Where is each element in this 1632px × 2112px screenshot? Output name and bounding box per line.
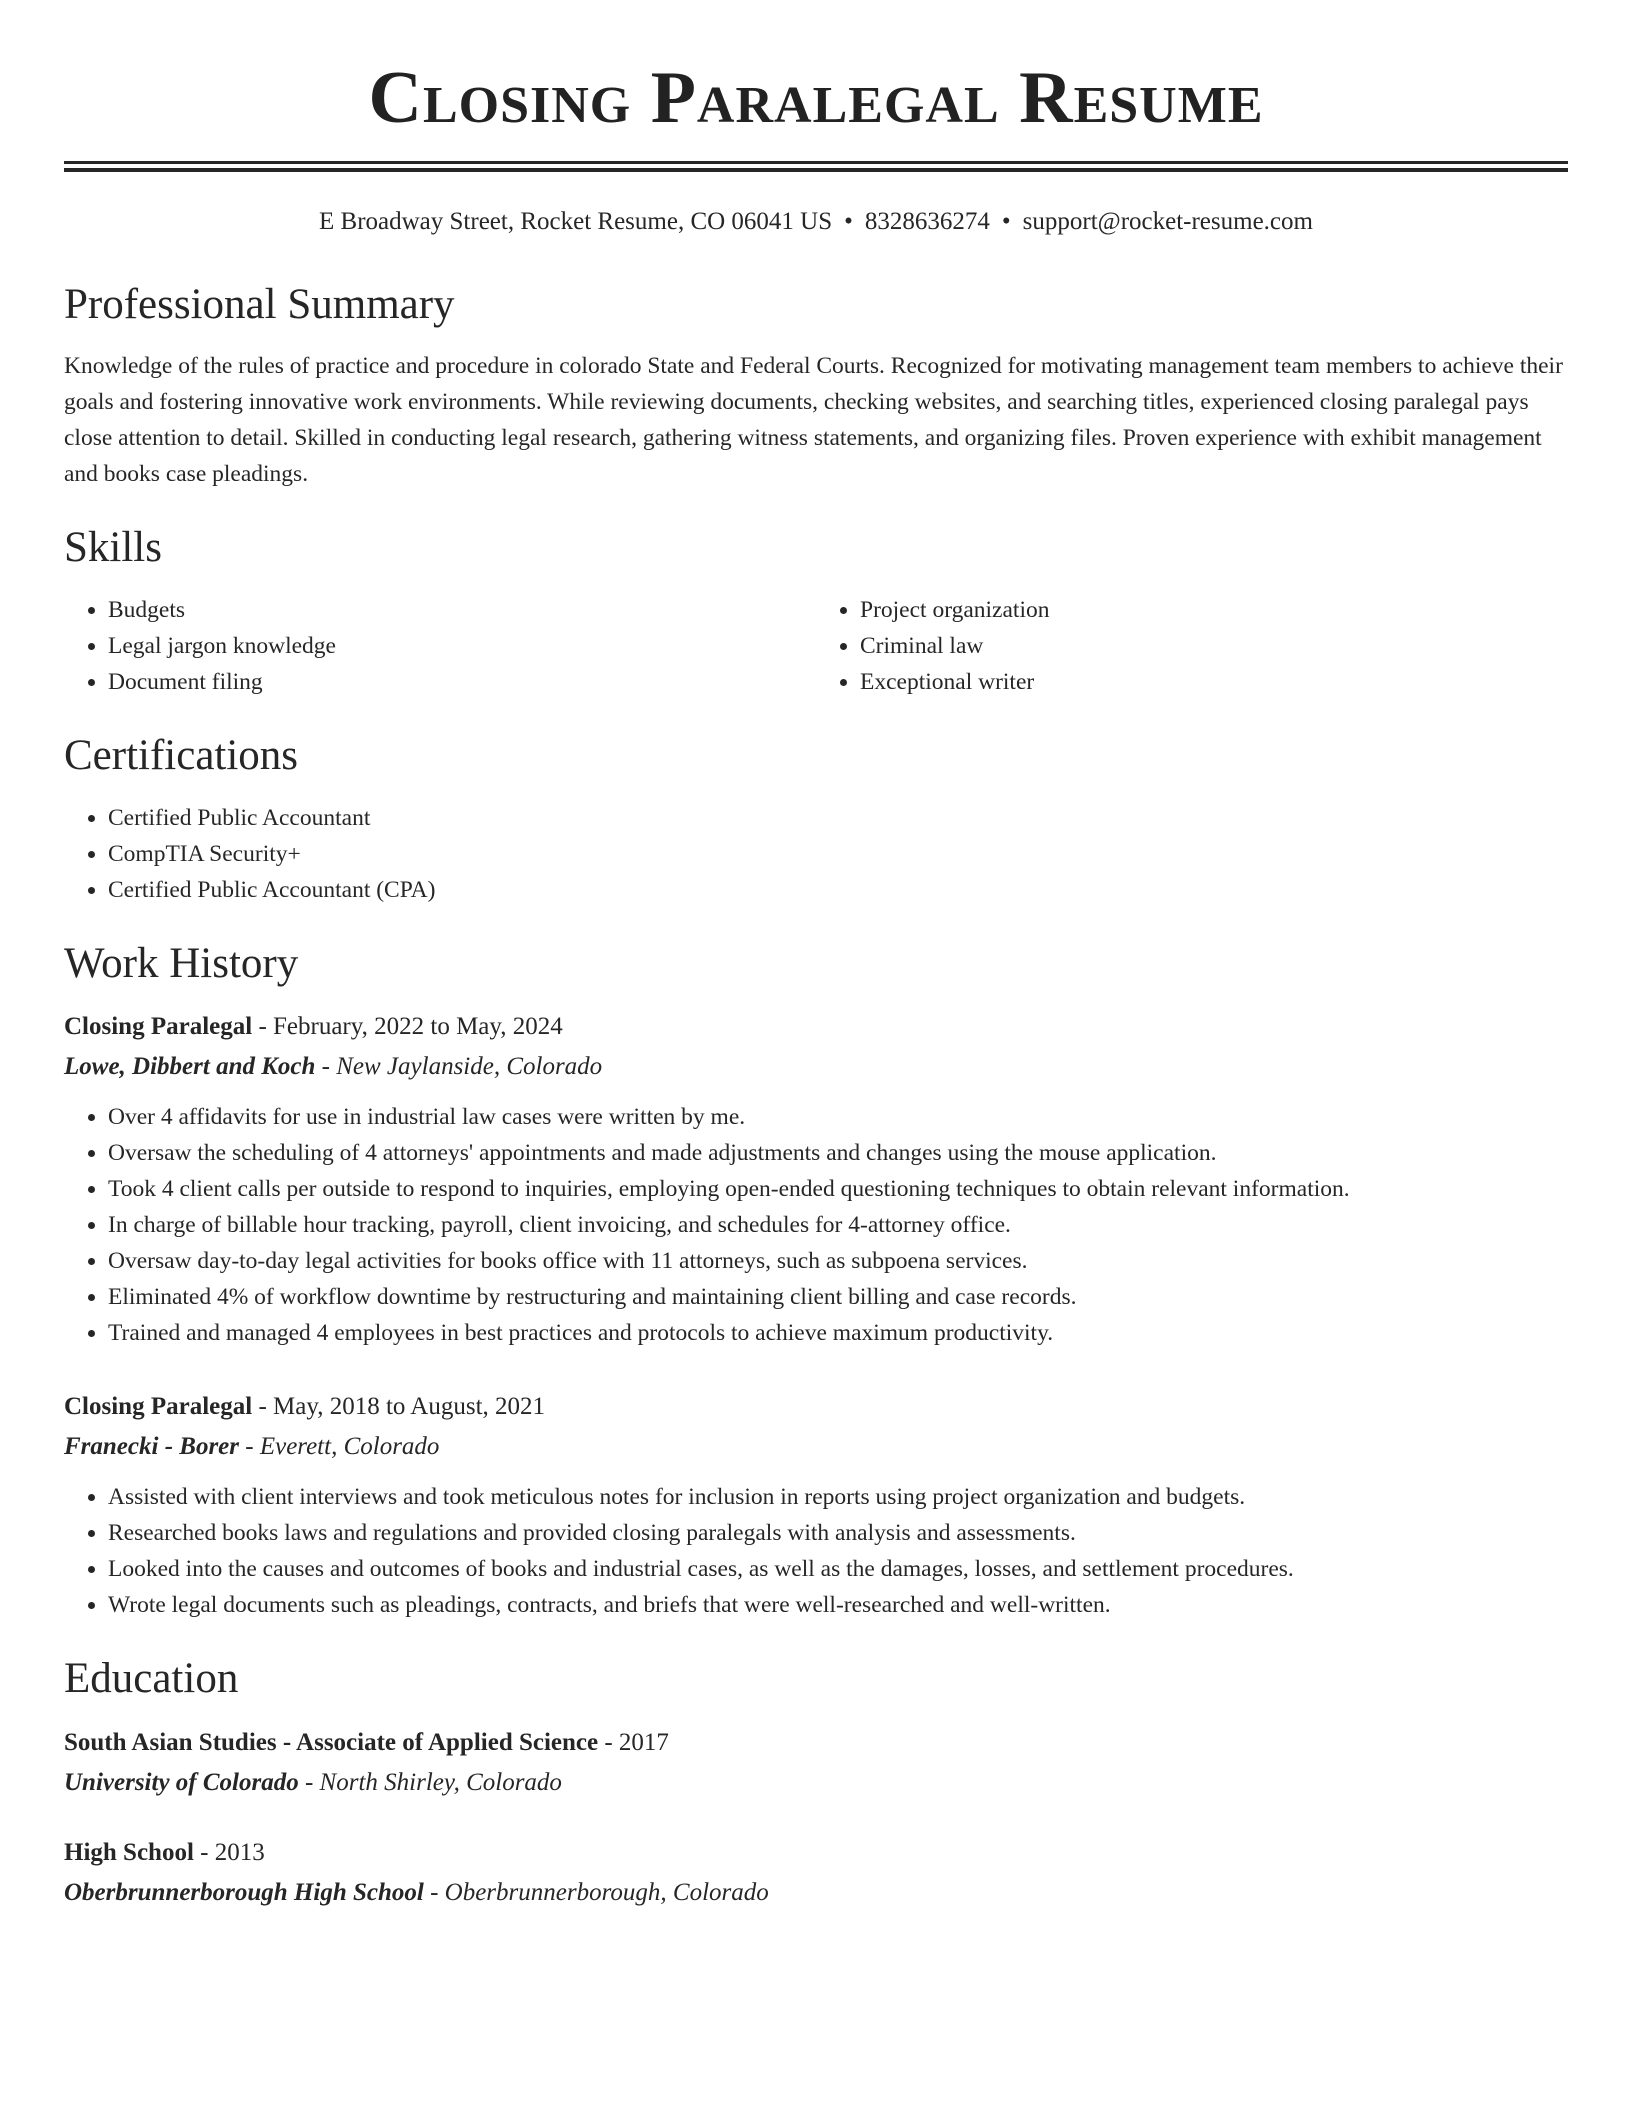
job-bullet: • Eliminated 4% of workflow downtime by restructuring and maintaining client billing and case records.	[108, 1279, 1568, 1315]
education-degree-line	[64, 1723, 1568, 1763]
skills-list-right	[816, 592, 1568, 700]
job-bullet: • Oversaw the scheduling of 4 attorneys' appointments and made adjustments and changes using the mouse application.	[108, 1135, 1568, 1171]
certifications-list	[64, 800, 1568, 908]
education-degree: South Asian Studies - Associate of Applied Science	[64, 1728, 599, 1756]
education-heading: Education	[64, 1655, 239, 1703]
skill-item: • Legal jargon knowledge	[108, 628, 816, 664]
education-section	[64, 1653, 1568, 1913]
job-bullet: • Trained and managed 4 employees in best practices and protocols to achieve maximum productivity.	[108, 1315, 1568, 1351]
job-title-line	[64, 1387, 1568, 1427]
job-company: Lowe, Dibbert and Koch	[64, 1053, 316, 1081]
summary-heading: Professional Summary	[64, 280, 455, 328]
education-year: - 2017	[598, 1728, 669, 1756]
contact-line	[64, 206, 1568, 239]
job-location: - Everett, Colorado	[239, 1433, 440, 1461]
job-title: Closing Paralegal	[64, 1393, 253, 1421]
education-degree-line	[64, 1833, 1568, 1873]
job-bullet: • Researched books laws and regulations and provided closing paralegals with analysis and assessments.	[108, 1515, 1568, 1551]
job-bullet: • Oversaw day-to-day legal activities for books office with 11 attorneys, such as subpoena services.	[108, 1243, 1568, 1279]
skills-heading: Skills	[64, 524, 162, 572]
job-location: - New Jaylanside, Colorado	[315, 1053, 603, 1081]
education-school: University of Colorado	[64, 1768, 299, 1796]
education-location: - Oberbrunnerborough, Colorado	[423, 1878, 769, 1906]
resume-title: Closing Paralegal Resume	[368, 57, 1264, 139]
certification-item: • Certified Public Accountant	[108, 800, 1568, 836]
skill-item: • Budgets	[108, 592, 816, 628]
job-entry	[64, 1007, 1568, 1351]
education-entry	[64, 1833, 1568, 1913]
education-entry	[64, 1723, 1568, 1803]
job-dates: - May, 2018 to August, 2021	[252, 1393, 546, 1421]
summary-section	[64, 279, 1568, 493]
job-title-line	[64, 1007, 1568, 1047]
certifications-section	[64, 730, 1568, 908]
contact-phone: 8328636274	[864, 208, 990, 236]
education-location: - North Shirley, Colorado	[298, 1768, 562, 1796]
skills-list-left	[64, 592, 816, 700]
contact-email: support@rocket-resume.com	[1022, 208, 1313, 236]
job-bullets	[64, 1099, 1568, 1351]
skills-columns	[64, 592, 1568, 700]
skill-item: • Exceptional writer	[860, 664, 1568, 700]
job-bullet: • Took 4 client calls per outside to respond to inquiries, employing open-ended questioning techniques to obtain relevant information.	[108, 1171, 1568, 1207]
certifications-heading: Certifications	[64, 732, 299, 780]
skill-item: • Criminal law	[860, 628, 1568, 664]
contact-separator: •	[844, 208, 853, 236]
certification-item: • CompTIA Security+	[108, 836, 1568, 872]
job-bullet: • Wrote legal documents such as pleadings, contracts, and briefs that were well-researched and well-written.	[108, 1587, 1568, 1623]
job-bullet: • Looked into the causes and outcomes of books and industrial cases, as well as the damages, losses, and settlement procedures.	[108, 1551, 1568, 1587]
job-company-line	[64, 1047, 1568, 1087]
job-entry	[64, 1387, 1568, 1623]
skills-section	[64, 522, 1568, 700]
job-title: Closing Paralegal	[64, 1013, 253, 1041]
job-bullets	[64, 1479, 1568, 1623]
job-bullet: • In charge of billable hour tracking, payroll, client invoicing, and schedules for 4-attorney office.	[108, 1207, 1568, 1243]
education-year: - 2013	[193, 1838, 265, 1866]
job-bullet: • Assisted with client interviews and took meticulous notes for inclusion in reports using project organization and budgets.	[108, 1479, 1568, 1515]
education-school: Oberbrunnerborough High School	[64, 1878, 424, 1906]
job-company: Franecki - Borer	[64, 1433, 239, 1461]
education-school-line	[64, 1763, 1568, 1803]
contact-address: E Broadway Street, Rocket Resume, CO 06041 US	[319, 208, 833, 236]
summary-text: Knowledge of the rules of practice and procedure in colorado State and Federal Courts. Recognized for motivating management team members to achieve their goals and fostering innovative work environments. While reviewing documents, checking websites, and searching titles, experienced closing paralegal pays close attention to detail. Skilled in conducting legal research, gathering witness statements, and organizing files. Proven experience with exhibit management and books case pleadings.	[64, 353, 1563, 488]
contact-separator: •	[1001, 208, 1011, 236]
job-dates: - February, 2022 to May, 2024	[252, 1013, 563, 1041]
education-school-line	[64, 1873, 1568, 1913]
job-bullet: • Over 4 affidavits for use in industrial law cases were written by me.	[108, 1099, 1568, 1135]
title-double-rule	[64, 161, 1568, 172]
education-degree: High School	[64, 1838, 194, 1866]
skill-item: • Document filing	[108, 664, 816, 700]
work-history-heading: Work History	[64, 939, 299, 987]
work-history-section	[64, 938, 1568, 1624]
skill-item: • Project organization	[860, 592, 1568, 628]
certification-item: • Certified Public Accountant (CPA)	[108, 872, 1568, 908]
job-company-line	[64, 1427, 1568, 1467]
